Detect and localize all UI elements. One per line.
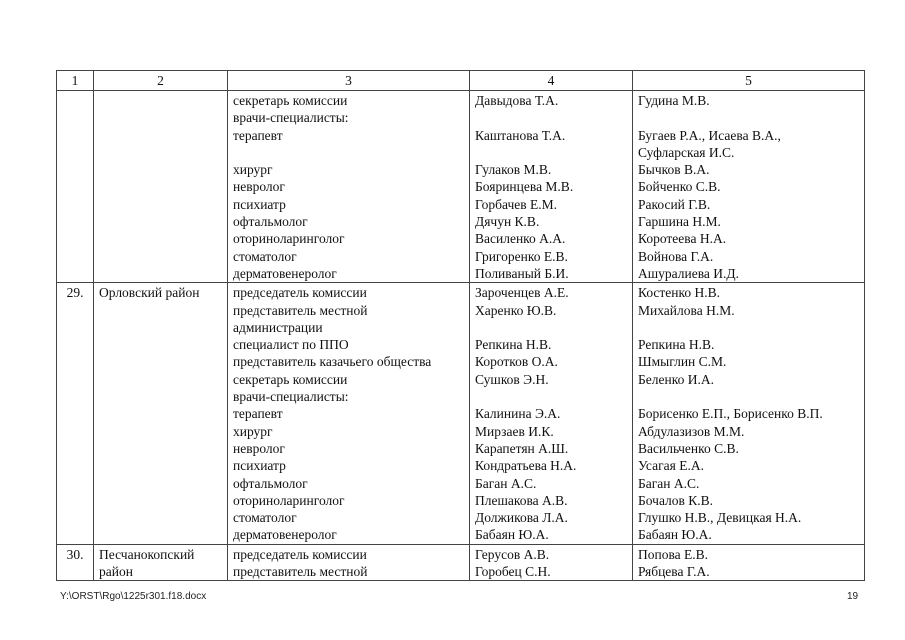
role-line: офтальмолог	[233, 475, 308, 491]
reserve-cell	[633, 91, 865, 283]
member-name: Бояринцева М.В.	[475, 179, 574, 195]
role-line: администрации	[233, 319, 323, 335]
member-name: Каштанова Т.А.	[475, 127, 566, 143]
reserve-name: Коротеева Н.А.	[638, 231, 727, 247]
role-line: стоматолог	[233, 248, 297, 264]
member-name: Калинина Э.А.	[475, 406, 561, 422]
member-name: Василенко А.А.	[475, 231, 566, 247]
member-name	[475, 109, 627, 126]
role-line: оториноларинголог	[233, 231, 345, 247]
member-name: Мирзаев И.К.	[475, 423, 554, 439]
member-cell	[470, 91, 633, 283]
reserve-name: Беленко И.А.	[638, 371, 714, 387]
header-cell: 4	[470, 71, 633, 91]
district-line: Песчанокопский	[99, 546, 195, 562]
member-name: Должикова Л.А.	[475, 510, 568, 526]
role-line: секретарь комиссии	[233, 371, 348, 387]
member-name: Горбачев Е.М.	[475, 196, 557, 212]
row-number: 30.	[57, 544, 94, 581]
role-cell	[228, 544, 470, 581]
district-line: район	[99, 564, 133, 580]
member-name	[475, 388, 627, 405]
role-line: представитель местной	[233, 564, 368, 580]
table-body	[57, 71, 865, 581]
reserve-name: Рябцева Г.А.	[638, 564, 710, 580]
member-name: Сушков Э.Н.	[475, 371, 549, 387]
role-line: специалист по ППО	[233, 337, 349, 353]
role-line: офтальмолог	[233, 214, 308, 230]
reserve-name: Васильченко С.В.	[638, 440, 739, 456]
reserve-cell	[633, 544, 865, 581]
header-cell: 2	[94, 71, 228, 91]
reserve-name: Ашуралиева И.Д.	[638, 265, 739, 281]
member-name: Гулаков М.В.	[475, 162, 552, 178]
role-line: председатель комиссии	[233, 285, 367, 301]
role-line: представитель казачьего общества	[233, 354, 432, 370]
reserve-name: Усагая Е.А.	[638, 458, 704, 474]
table-row	[57, 283, 865, 544]
table-row	[57, 544, 865, 581]
role-line: невролог	[233, 440, 285, 456]
reserve-name: Шмыглин С.М.	[638, 354, 727, 370]
reserve-name: Бугаев Р.А., Исаева В.А.,	[638, 127, 781, 143]
role-line: невролог	[233, 179, 285, 195]
role-line: дерматовенеролог	[233, 527, 337, 543]
reserve-name: Бабаян Ю.А.	[638, 527, 712, 543]
member-name: Бабаян Ю.А.	[475, 527, 549, 543]
header-cell: 1	[57, 71, 94, 91]
table-row	[57, 91, 865, 283]
member-name: Григоренко Е.В.	[475, 248, 568, 264]
role-line: председатель комиссии	[233, 546, 367, 562]
role-line: врачи-специалисты:	[233, 389, 349, 405]
reserve-name: Костенко Н.В.	[638, 285, 721, 301]
reserve-name: Ракосий Г.В.	[638, 196, 711, 212]
reserve-name: Бычков В.А.	[638, 162, 710, 178]
member-name: Карапетян А.Ш.	[475, 440, 569, 456]
member-name: Кондратьева Н.А.	[475, 458, 577, 474]
member-name: Дячун К.В.	[475, 214, 540, 230]
reserve-name: Попова Е.В.	[638, 546, 709, 562]
reserve-name: Михайлова Н.М.	[638, 302, 735, 318]
member-name: Поливаный Б.И.	[475, 265, 569, 281]
header-cell: 3	[228, 71, 470, 91]
reserve-name	[638, 388, 859, 405]
role-cell	[228, 91, 470, 283]
reserve-name: Репкина Н.В.	[638, 337, 715, 353]
reserve-name	[638, 319, 859, 336]
reserve-cell	[633, 283, 865, 544]
member-name: Репкина Н.В.	[475, 337, 552, 353]
role-line: хирург	[233, 423, 273, 439]
reserve-name: Гаршина Н.М.	[638, 214, 721, 230]
row-number	[57, 91, 94, 283]
reserve-name: Баган А.С.	[638, 475, 700, 491]
role-line: секретарь комиссии	[233, 93, 348, 108]
member-name	[475, 144, 627, 161]
reserve-name: Войнова Г.А.	[638, 248, 714, 264]
member-name: Зароченцев А.Е.	[475, 285, 569, 301]
reserve-name: Борисенко Е.П., Борисенко В.П.	[638, 406, 823, 422]
role-line: дерматовенеролог	[233, 265, 337, 281]
reserve-name: Абдулазизов М.М.	[638, 423, 745, 439]
reserve-name: Суфларская И.С.	[638, 144, 735, 160]
reserve-name: Бочалов К.В.	[638, 492, 714, 508]
member-name: Плешакова А.В.	[475, 492, 568, 508]
page-number: 19	[847, 591, 859, 602]
reserve-name	[638, 109, 859, 126]
header-row	[57, 71, 865, 91]
role-cell	[228, 283, 470, 544]
district-cell	[94, 544, 228, 581]
member-name: Горобец С.Н.	[475, 564, 551, 580]
member-name: Давыдова Т.А.	[475, 93, 559, 108]
role-line: терапевт	[233, 406, 283, 422]
role-line	[233, 144, 464, 161]
role-line: терапевт	[233, 127, 283, 143]
member-cell	[470, 544, 633, 581]
member-name: Баган А.С.	[475, 475, 537, 491]
member-name	[475, 319, 627, 336]
role-line: стоматолог	[233, 510, 297, 526]
member-name: Харенко Ю.В.	[475, 302, 557, 318]
district-cell	[94, 283, 228, 544]
district-cell	[94, 91, 228, 283]
member-name: Коротков О.А.	[475, 354, 558, 370]
header-cell: 5	[633, 71, 865, 91]
commission-table	[56, 70, 865, 581]
row-number: 29.	[57, 283, 94, 544]
role-line: психиатр	[233, 196, 286, 212]
footer-file-path: Y:\ORST\Rgo\1225r301.f18.docx	[60, 591, 207, 602]
role-line: хирург	[233, 162, 273, 178]
reserve-name: Глушко Н.В., Девицкая Н.А.	[638, 510, 802, 526]
member-cell	[470, 283, 633, 544]
role-line: представитель местной	[233, 302, 368, 318]
member-name: Герусов А.В.	[475, 546, 550, 562]
reserve-name: Гудина М.В.	[638, 93, 710, 108]
role-line: психиатр	[233, 458, 286, 474]
role-line: оториноларинголог	[233, 492, 345, 508]
district-line: Орловский район	[99, 285, 200, 301]
reserve-name: Бойченко С.В.	[638, 179, 721, 195]
role-line: врачи-специалисты:	[233, 110, 349, 126]
